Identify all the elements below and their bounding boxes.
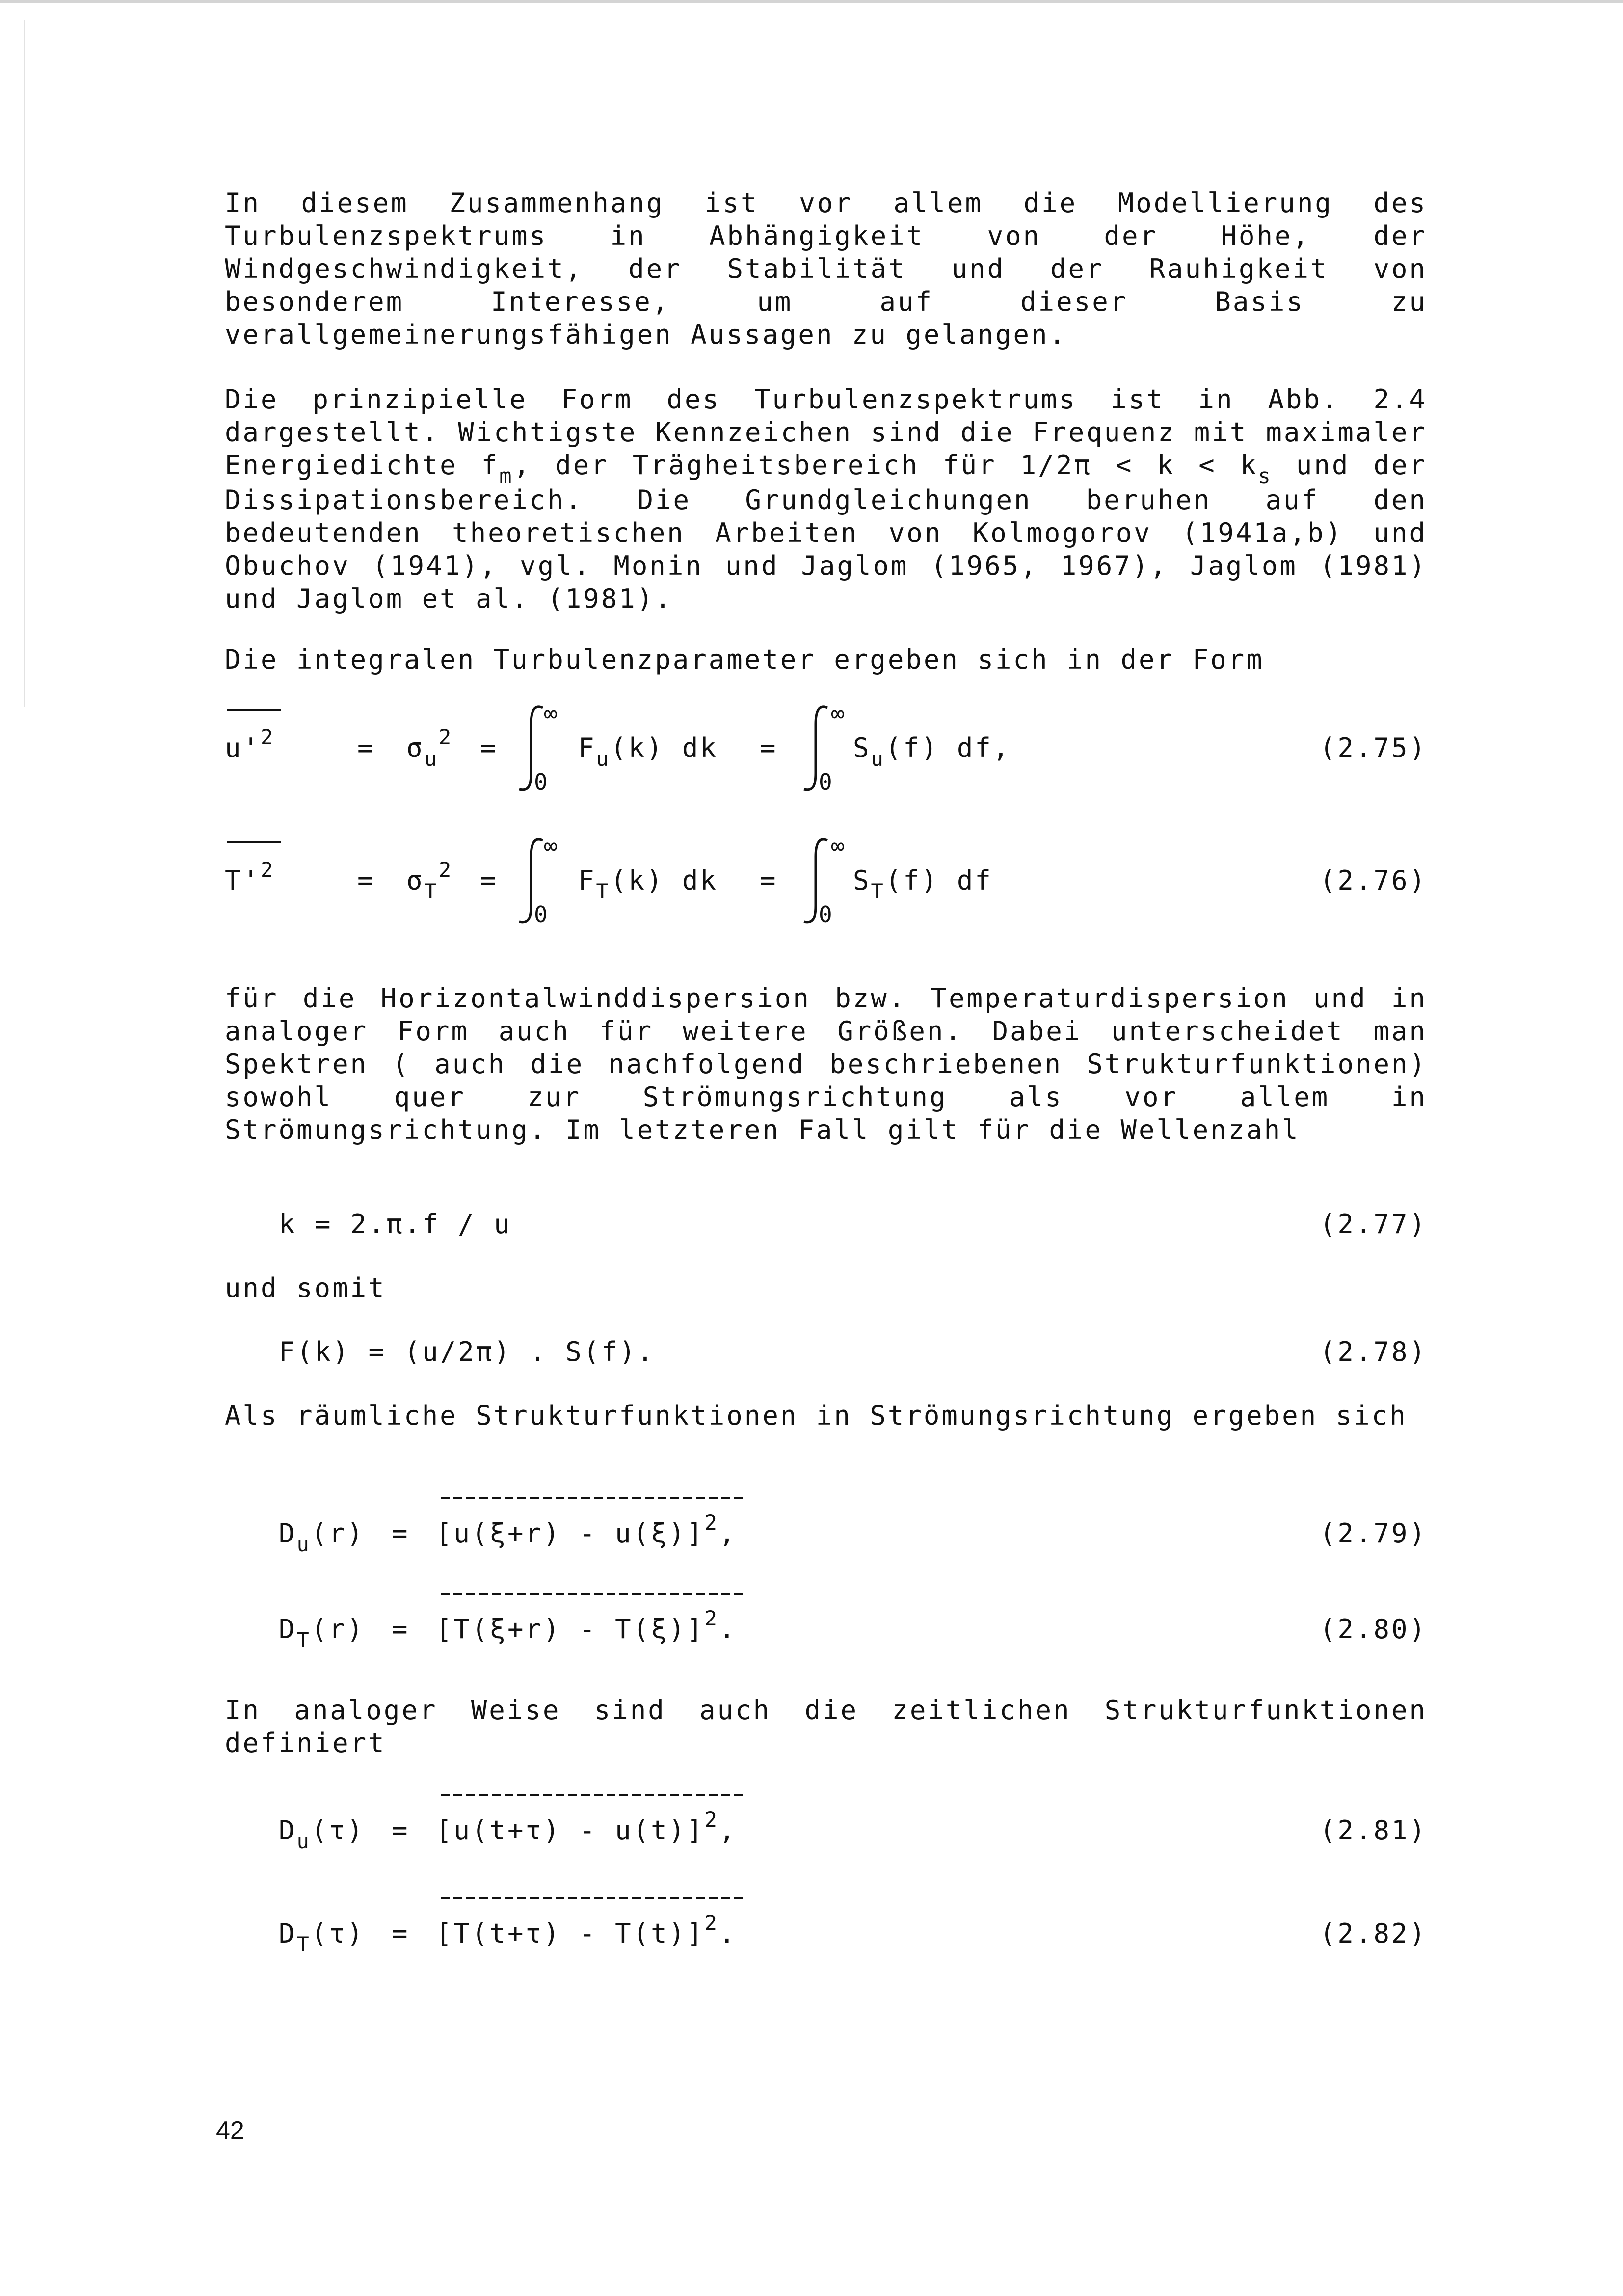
equation-2-78: F(k) = (u/2π) . S(f). (2.78) xyxy=(279,1336,1427,1367)
mean-bar xyxy=(441,1794,745,1796)
equation-number: (2.82) xyxy=(1319,1918,1427,1949)
paragraph-spektrum-form: Die prinzipielle Form des Turbulenzspektrums ist in Abb. 2.4 dargestellt. Wichtigste Kennzeichen sind die Frequenz mit maximaler Energiedichte $f_m$, der Trägheitsbereich für $1/2\pi < k < k_s$ und der Dissipationsbereich. Die Grundgleichungen beruhen auf den bedeutenden theoretischen Arbeiten von Kolmogorov (1941a,b) und Obuchov (1941), vgl. Monin und Jaglom (1965, 1967), Jaglom (1981) und Jaglom et al. (1981). xyxy=(225,384,1427,614)
equation-number: (2.80) xyxy=(1319,1614,1427,1645)
mean-bar xyxy=(227,709,281,711)
scan-top-edge xyxy=(0,0,1623,3)
mean-bar xyxy=(441,1897,745,1899)
equation-number: (2.75) xyxy=(1319,732,1427,763)
equation-2-82: $D_T(\tau)$ = $[T(t+\tau) - T(t)]^2$. (2.82) xyxy=(225,1892,1427,1951)
equation-2-76: $T'^2$ = $\sigma_T^2$ = ∞ 0 $F_T(k)$ dk = ∞ 0 $S_T(f)$ df (2.76) xyxy=(225,833,1427,928)
paragraph-integrale-parameter: Die integralen Turbulenzparameter ergeben sich in der Form xyxy=(225,644,1264,675)
paragraph-zeitliche-strukturfunktionen: In analoger Weise sind auch die zeitlichen Strukturfunktionen definiert xyxy=(225,1695,1427,1758)
scan-left-edge xyxy=(24,20,25,707)
equation-2-79: $D_u(r)$ = $[u(\xi+r) - u(\xi)]^2$, (2.79) xyxy=(225,1492,1427,1551)
equation-number: (2.77) xyxy=(1319,1209,1427,1240)
equation-2-75: $u'^2$ = $\sigma_u^2$ = ∞ 0 $F_u(k)$ dk = ∞ 0 $S_u(f)$ df, (2.75) xyxy=(225,700,1427,795)
mean-bar xyxy=(227,841,281,843)
equation-2-80: $D_T(r)$ = $[T(\xi+r) - T(\xi)]^2$. (2.80) xyxy=(225,1588,1427,1647)
equation-2-81: $D_u(\tau)$ = $[u(t+\tau) - u(t)]^2$, (2.81) xyxy=(225,1789,1427,1848)
page-number: 42 xyxy=(216,2116,244,2145)
paragraph-dispersion: für die Horizontalwinddispersion bzw. Temperaturdispersion und in analoger Form auch für weitere Größen. Dabei unterscheidet man Spektren ( auch die nachfolgend beschriebenen Strukturfunktionen) sowohl quer zur Strömungsrichtung als vor allem in Strömungsrichtung. Im letzteren Fall gilt für die Wellenzahl xyxy=(225,983,1427,1145)
paragraph-und-somit: und somit xyxy=(225,1272,386,1303)
paragraph-modellierung: In diesem Zusammenhang ist vor allem die Modellierung des Turbulenzspektrums in Abhängigkeit von der Höhe, der Windgeschwindigkeit, der Stabilität und der Rauhigkeit von besonderem Interesse, um auf dieser Basis zu verallgemeinerungsfähigen Aussagen zu gelangen. xyxy=(225,188,1427,350)
equation-number: (2.78) xyxy=(1319,1336,1427,1367)
mean-bar xyxy=(441,1593,745,1595)
equation-number: (2.81) xyxy=(1319,1815,1427,1846)
paragraph-raeumliche-strukturfunktionen: Als räumliche Strukturfunktionen in Strömungsrichtung ergeben sich xyxy=(225,1400,1408,1431)
equation-number: (2.79) xyxy=(1319,1518,1427,1549)
equation-2-77: k = 2.π.f / u (2.77) xyxy=(279,1209,1427,1240)
equation-number: (2.76) xyxy=(1319,865,1427,896)
mean-bar xyxy=(441,1497,745,1499)
